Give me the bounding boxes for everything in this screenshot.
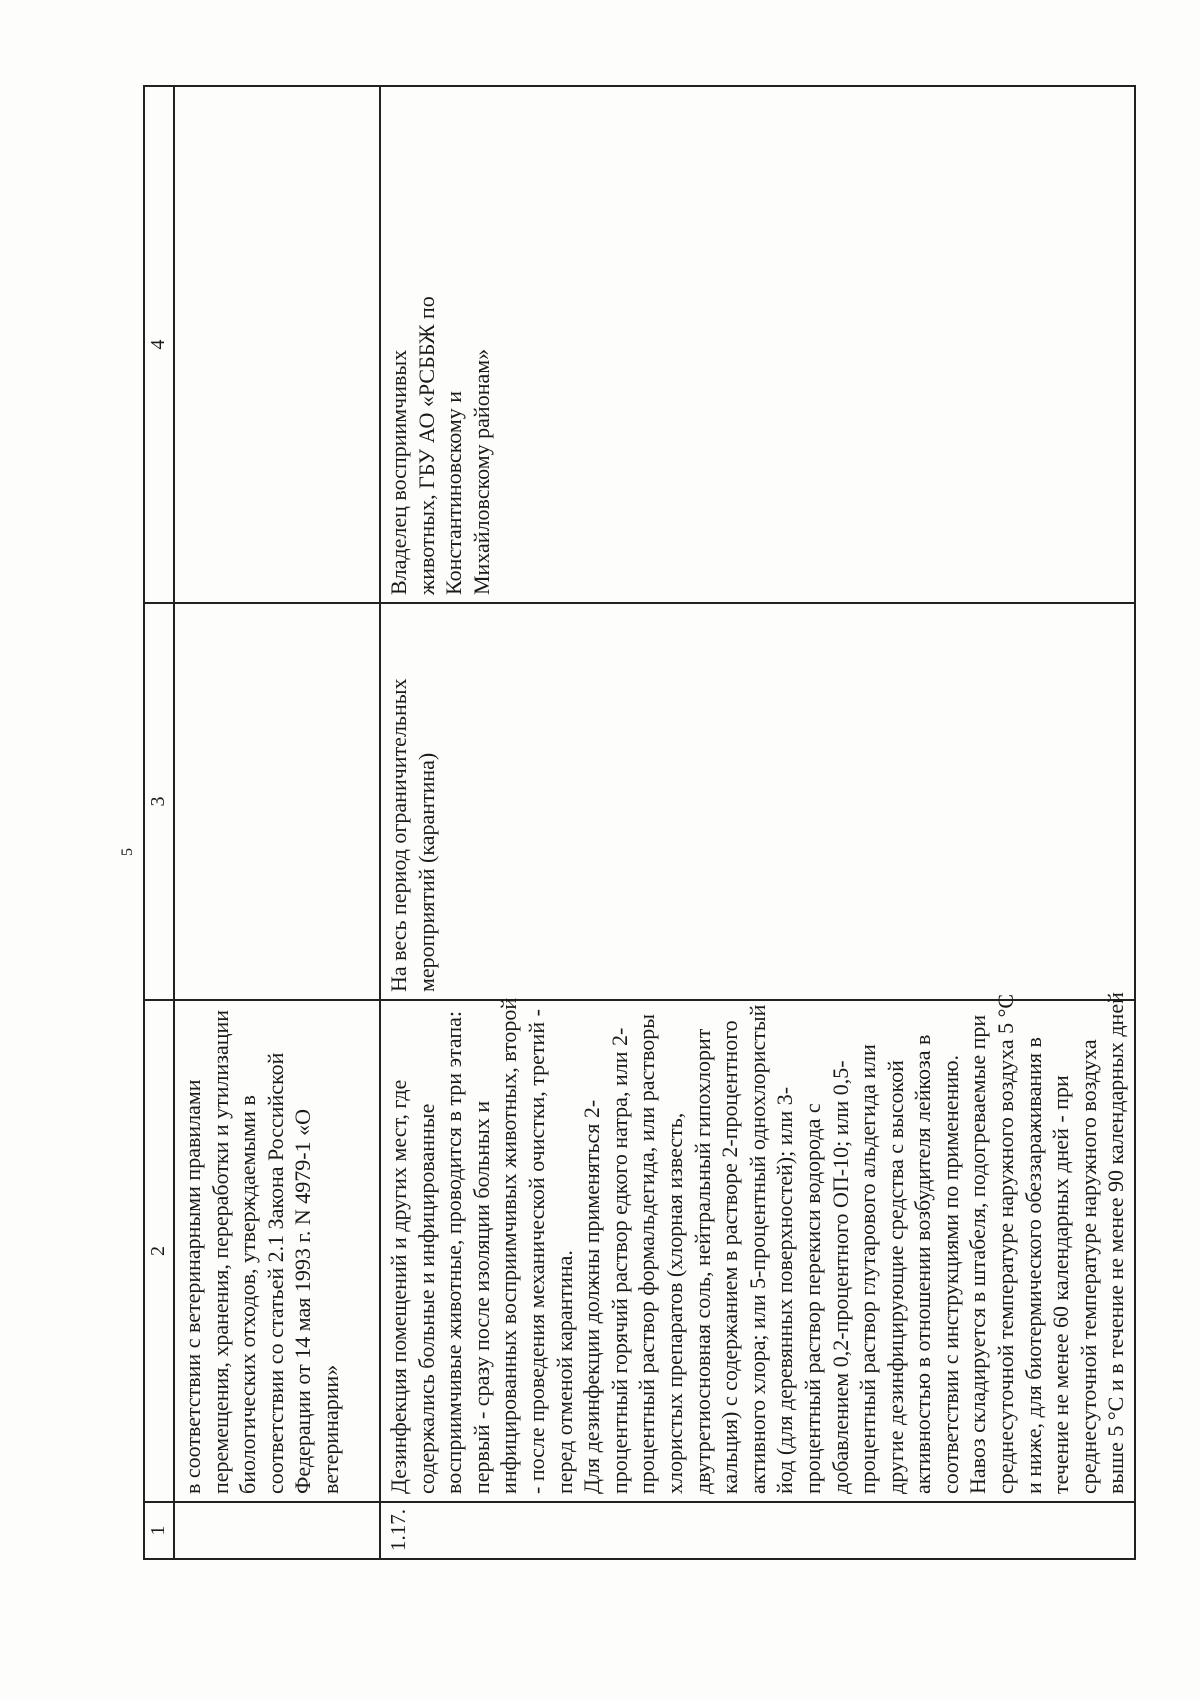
text-line: Константиновскому и (441, 390, 467, 595)
text-line: восприимчивые животные, проводится в три этапа: (441, 1010, 467, 1494)
responsible-text (174, 86, 380, 603)
page-number: 5 (119, 848, 136, 856)
text-line: Владелец восприимчивых (386, 349, 411, 595)
text-line: кальция) с содержанием в растворе 2-процентного (717, 1020, 743, 1494)
responsible-text (380, 86, 1135, 603)
text-line: процентный раствор формальдегида, или растворы (634, 1014, 660, 1494)
table-header-row (144, 86, 174, 1559)
text-line: в соответствии с ветеринарными правилами (180, 1079, 205, 1494)
table-row (174, 86, 380, 1559)
measure-text (174, 1000, 380, 1502)
text-line: и ниже, для биотермического обеззараживания в (1020, 1037, 1046, 1494)
text-line: хлористых препаратов (хлорная известь, (661, 1112, 687, 1494)
text-line: активностью в отношении возбудителя лейкоза в (910, 1034, 936, 1494)
period-text (174, 603, 380, 1000)
col-header-2: 2 (144, 1000, 174, 1502)
col-header-3: 3 (144, 603, 174, 1000)
text-line: содержались больные и инфицированные (413, 1103, 439, 1494)
table-row (380, 86, 1135, 1559)
text-line: Дезинфекция помещений и других мест, где (386, 1079, 411, 1494)
text-line: Михайловскому районам» (468, 348, 494, 595)
rotated-table-wrapper (143, 95, 1129, 1560)
measures-table (143, 85, 1136, 1560)
text-line: перемещения, хранения, переработки и утилизации (207, 1009, 233, 1494)
text-line: мероприятий (карантина) (413, 752, 439, 992)
text-line: Навоз складируется в штабеля, подогреваемые при (965, 1014, 991, 1494)
measure-text (380, 992, 1135, 1502)
row-number: 1.17. (380, 1502, 1135, 1559)
text-line: - после проведения механической очистки, третий - (523, 1009, 549, 1494)
text-line: На весь период ограничительных (386, 678, 411, 992)
text-line: Для дезинфекции должны применяться 2- (579, 1099, 605, 1494)
text-line: среднесуточной температуре наружного воздуха (1075, 1039, 1101, 1494)
period-text (380, 603, 1135, 1000)
text-line: инфицированных восприимчивых животных, второй (496, 997, 522, 1494)
text-line: ветеринарии» (317, 1364, 343, 1494)
text-line: перед отменой карантина. (551, 1250, 577, 1494)
text-line: биологических отходов, утверждаемыми в (235, 1095, 261, 1494)
col-header-1: 1 (144, 1502, 174, 1559)
text-line: йод (для деревянных поверхностей); или 3- (772, 1086, 798, 1494)
text-line: процентный раствор перекиси водорода с (799, 1103, 825, 1494)
text-line: другие дезинфицирующие средства с высокой (882, 1060, 908, 1494)
text-line: выше 5 °С и в течение не менее 90 календарных дней (1103, 992, 1129, 1494)
text-line: Федерации от 14 мая 1993 г. N 4979-1 «О (290, 1108, 316, 1494)
text-line: добавлением 0,2-процентного ОП-10; или 0,5- (827, 1060, 853, 1494)
row-number (174, 1502, 380, 1559)
text-line: животных, ГБУ АО «РСББЖ по (413, 296, 439, 595)
text-line: соответствии с инструкциями по применению. (937, 1054, 963, 1494)
text-line: процентный раствор глутарового альдегида или (855, 1044, 881, 1494)
col-header-4: 4 (144, 86, 174, 603)
text-line: процентный горячий раствор едкого натра, или 2- (606, 1027, 632, 1494)
text-line: двутретиосновная соль, нейтральный гипохлорит (689, 1028, 715, 1494)
text-line: среднесуточной температуре наружного воздуха 5 °С (993, 993, 1019, 1494)
text-line: активного хлора; или 5-процентный однохлористый (744, 1004, 770, 1494)
text-line: соответствии со статьей 2.1 Закона Российской (262, 1052, 288, 1494)
text-line: течение не менее 60 календарных дней - при (1048, 1075, 1074, 1494)
text-line: первый - сразу после изоляции больных и (468, 1100, 494, 1494)
